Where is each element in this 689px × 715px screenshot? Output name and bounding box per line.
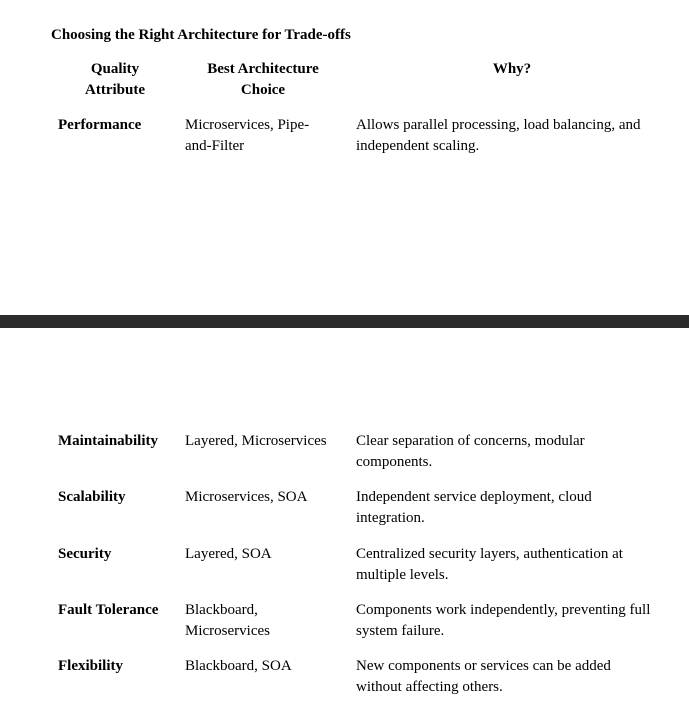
row-attribute: Security (58, 546, 112, 562)
header-why: Why? (492, 61, 532, 77)
row-why: Independent service deployment, cloud integration. (356, 489, 592, 526)
row-architecture: Layered, Microservices (185, 433, 327, 449)
row-architecture: Layered, SOA (185, 546, 272, 562)
row-architecture: Microservices, Pipe-and-Filter (185, 117, 310, 154)
row-architecture: Blackboard, Microservices (185, 602, 270, 639)
row-why: Allows parallel processing, load balancing, and independent scaling. (356, 117, 641, 154)
row-why: Components work independently, preventing full system failure. (356, 602, 651, 639)
row-architecture: Blackboard, SOA (185, 658, 292, 674)
row-architecture: Microservices, SOA (185, 489, 308, 505)
row-attribute: Fault Tolerance (58, 602, 159, 618)
page-separator (0, 315, 689, 328)
row-attribute: Flexibility (58, 658, 123, 674)
header-best-architecture: Best Architecture Choice (207, 61, 319, 98)
row-why: New components or services can be added without affecting others. (356, 658, 611, 695)
row-why: Centralized security layers, authentication at multiple levels. (356, 546, 623, 583)
page-top (0, 0, 689, 315)
document-title: Choosing the Right Architecture for Trade-offs (51, 27, 351, 43)
row-attribute: Performance (58, 117, 142, 133)
row-why: Clear separation of concerns, modular components. (356, 433, 585, 470)
row-attribute: Maintainability (58, 433, 159, 449)
page-bottom (0, 328, 689, 715)
row-attribute: Scalability (58, 489, 126, 505)
header-quality-attribute: Quality Attribute (85, 61, 145, 98)
